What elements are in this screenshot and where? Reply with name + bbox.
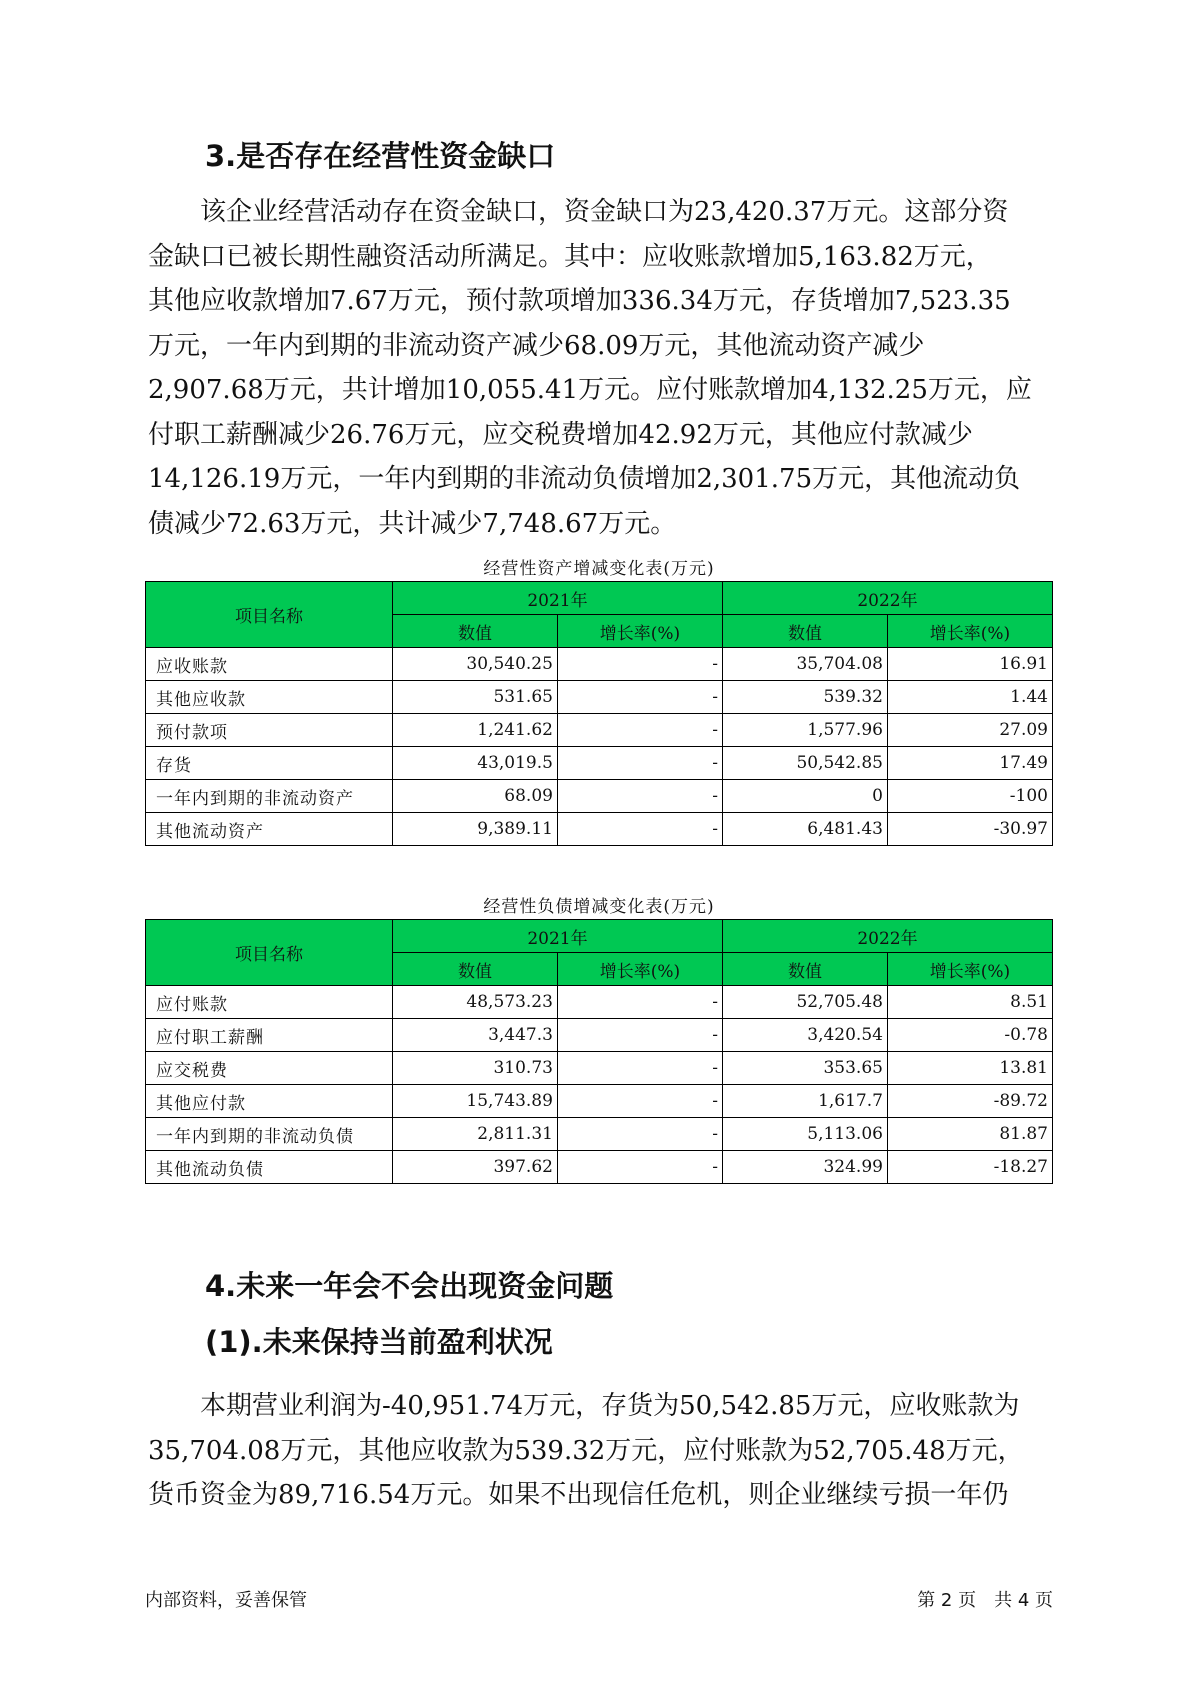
value-2021: 9,389.11	[392, 813, 557, 846]
rate-2021: -	[557, 1151, 722, 1184]
header-rate-2021: 增长率(%)	[557, 615, 722, 648]
value-2022: 1,617.7	[722, 1085, 887, 1118]
paragraph-line: 付职工薪酬减少26.76万元，应交税费增加42.92万元，其他应付款减少	[148, 419, 973, 450]
value-2021: 2,811.31	[392, 1118, 557, 1151]
rate-2021: -	[557, 1085, 722, 1118]
value-2022: 324.99	[722, 1151, 887, 1184]
value-2021: 43,019.5	[392, 747, 557, 780]
table-row	[146, 813, 1053, 846]
rate-2022: 17.49	[887, 747, 1052, 780]
rate-2021: -	[557, 780, 722, 813]
table-row	[146, 1019, 1053, 1052]
paragraph-line: 35,704.08万元，其他应收款为539.32万元，应付账款为52,705.48万元，	[148, 1435, 1024, 1466]
row-name: 应付职工薪酬	[146, 1019, 393, 1052]
row-name: 应付账款	[146, 986, 393, 1019]
rate-2021: -	[557, 1019, 722, 1052]
header-year-2022: 2022年	[722, 582, 1052, 615]
rate-2022: -18.27	[887, 1151, 1052, 1184]
row-name: 一年内到期的非流动资产	[146, 780, 393, 813]
row-name: 其他应付款	[146, 1085, 393, 1118]
rate-2022: -30.97	[887, 813, 1052, 846]
value-2021: 3,447.3	[392, 1019, 557, 1052]
header-year-2022: 2022年	[722, 920, 1052, 953]
section3-paragraph	[148, 190, 1054, 546]
rate-2021: -	[557, 1118, 722, 1151]
value-2022: 6,481.43	[722, 813, 887, 846]
paragraph-line: 该企业经营活动存在资金缺口，资金缺口为23,420.37万元。这部分资	[148, 197, 1009, 227]
value-2021: 1,241.62	[392, 714, 557, 747]
header-year-2021: 2021年	[392, 920, 722, 953]
value-2022: 3,420.54	[722, 1019, 887, 1052]
paragraph-line: 万元，一年内到期的非流动资产减少68.09万元，其他流动资产减少	[148, 330, 925, 361]
value-2022: 353.65	[722, 1052, 887, 1085]
value-2022: 52,705.48	[722, 986, 887, 1019]
rate-2021: -	[557, 681, 722, 714]
row-name: 一年内到期的非流动负债	[146, 1118, 393, 1151]
row-name: 应收账款	[146, 648, 393, 681]
row-name: 其他流动负债	[146, 1151, 393, 1184]
header-value-2022: 数值	[722, 615, 887, 648]
rate-2022: -89.72	[887, 1085, 1052, 1118]
row-name: 其他应收款	[146, 681, 393, 714]
header-year-2021: 2021年	[392, 582, 722, 615]
rate-2022: 27.09	[887, 714, 1052, 747]
table-row	[146, 648, 1053, 681]
paragraph-line: 本期营业利润为-40,951.74万元，存货为50,542.85万元，应收账款为	[148, 1391, 1020, 1421]
paragraph-line: 金缺口已被长期性融资活动所满足。其中：应收账款增加5,163.82万元，	[148, 241, 992, 272]
footer-page-number: 第 2 页 共 4 页	[917, 1590, 1053, 1611]
table-row	[146, 747, 1053, 780]
header-item-name: 项目名称	[146, 582, 393, 648]
rate-2022: -100	[887, 780, 1052, 813]
footer-confidential-note: 内部资料，妥善保管	[145, 1590, 307, 1611]
rate-2021: -	[557, 986, 722, 1019]
rate-2022: 13.81	[887, 1052, 1052, 1085]
header-value-2021: 数值	[392, 953, 557, 986]
rate-2021: -	[557, 1052, 722, 1085]
rate-2022: 81.87	[887, 1118, 1052, 1151]
paragraph-line: 债减少72.63万元，共计减少7,748.67万元。	[148, 508, 677, 539]
value-2021: 68.09	[392, 780, 557, 813]
section4-subheading: (1).未来保持当前盈利状况	[205, 1325, 553, 1359]
header-value-2021: 数值	[392, 615, 557, 648]
rate-2021: -	[557, 813, 722, 846]
header-rate-2022: 增长率(%)	[887, 953, 1052, 986]
section3-heading: 3.是否存在经营性资金缺口	[205, 139, 556, 173]
paragraph-line: 其他应收款增加7.67万元，预付款项增加336.34万元，存货增加7,523.35	[148, 286, 1011, 316]
value-2022: 50,542.85	[722, 747, 887, 780]
value-2022: 5,113.06	[722, 1118, 887, 1151]
paragraph-line: 2,907.68万元，共计增加10,055.41万元。应付账款增加4,132.25万元，应	[148, 375, 1032, 405]
value-2022: 539.32	[722, 681, 887, 714]
asset-change-table	[145, 581, 1053, 846]
table-row	[146, 986, 1053, 1019]
value-2021: 48,573.23	[392, 986, 557, 1019]
value-2021: 310.73	[392, 1052, 557, 1085]
header-rate-2021: 增长率(%)	[557, 953, 722, 986]
table2-caption: 经营性负债增减变化表(万元)	[483, 897, 715, 917]
value-2022: 35,704.08	[722, 648, 887, 681]
value-2022: 1,577.96	[722, 714, 887, 747]
section4-heading: 4.未来一年会不会出现资金问题	[205, 1269, 614, 1303]
rate-2022: 16.91	[887, 648, 1052, 681]
header-item-name: 项目名称	[146, 920, 393, 986]
table-row	[146, 714, 1053, 747]
value-2021: 15,743.89	[392, 1085, 557, 1118]
rate-2022: -0.78	[887, 1019, 1052, 1052]
value-2021: 531.65	[392, 681, 557, 714]
rate-2021: -	[557, 747, 722, 780]
rate-2022: 8.51	[887, 986, 1052, 1019]
paragraph-line: 货币资金为89,716.54万元。如果不出现信任危机，则企业继续亏损一年仍	[148, 1480, 1009, 1510]
row-name: 应交税费	[146, 1052, 393, 1085]
section4-paragraph	[148, 1384, 1054, 1518]
value-2021: 397.62	[392, 1151, 557, 1184]
table-row	[146, 681, 1053, 714]
table-row	[146, 1151, 1053, 1184]
row-name: 其他流动资产	[146, 813, 393, 846]
value-2021: 30,540.25	[392, 648, 557, 681]
row-name: 存货	[146, 747, 393, 780]
paragraph-line: 14,126.19万元，一年内到期的非流动负债增加2,301.75万元，其他流动负	[148, 464, 1021, 494]
table1-caption: 经营性资产增减变化表(万元)	[483, 559, 715, 579]
liability-change-table	[145, 919, 1053, 1184]
table-row	[146, 1052, 1053, 1085]
header-rate-2022: 增长率(%)	[887, 615, 1052, 648]
value-2022: 0	[722, 780, 887, 813]
rate-2022: 1.44	[887, 681, 1052, 714]
table-row	[146, 1085, 1053, 1118]
rate-2021: -	[557, 714, 722, 747]
table-row	[146, 1118, 1053, 1151]
header-value-2022: 数值	[722, 953, 887, 986]
table-row	[146, 780, 1053, 813]
rate-2021: -	[557, 648, 722, 681]
row-name: 预付款项	[146, 714, 393, 747]
